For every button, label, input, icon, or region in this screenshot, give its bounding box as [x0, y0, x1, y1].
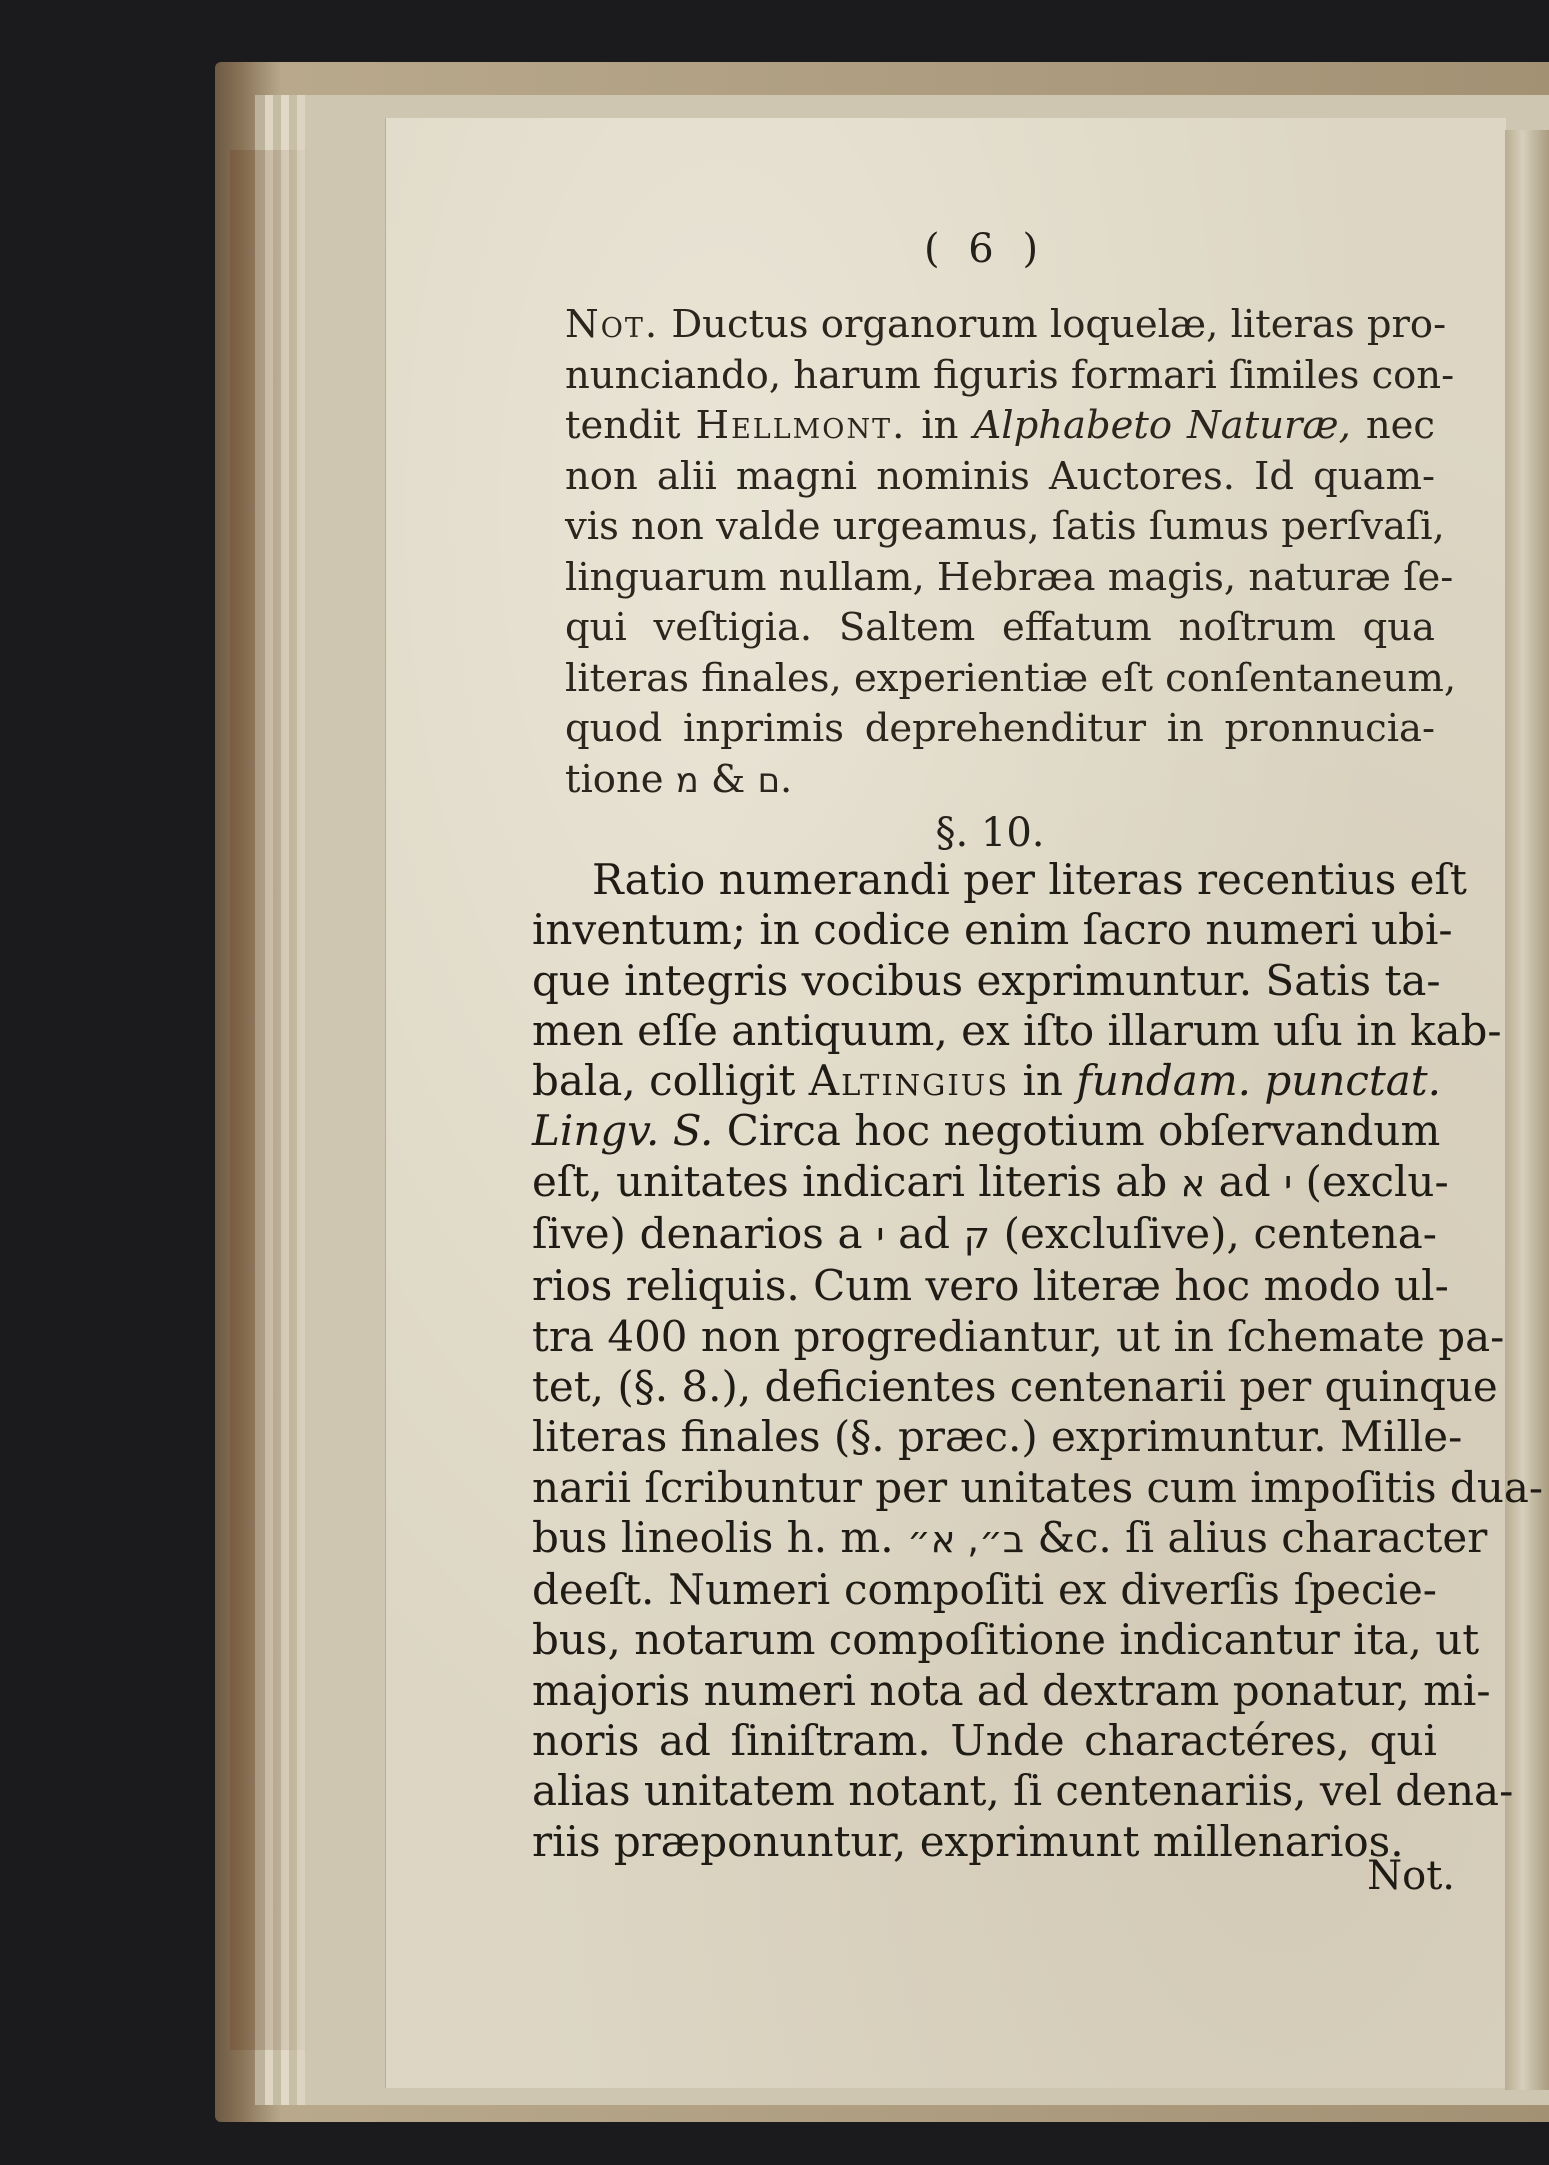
text-line: inventum; in codice enim ſacro numeri ubi- [532, 905, 1453, 955]
text-line: ſive) denarios a י ad ק (excluſive), centena- [532, 1209, 1437, 1259]
note-line: nunciando, harum figuris formari ſimiles con- [565, 352, 1455, 398]
text-line: majoris numeri nota ad dextram ponatur, mi- [532, 1665, 1491, 1715]
note-line: qui veſtigia. Saltem effatum noſtrum qua [565, 605, 1435, 650]
text-line: tra 400 non progrediantur, ut in ſchemate pa- [532, 1311, 1505, 1361]
page-stain [230, 150, 310, 2050]
note-line: Not. Ductus organorum loquelæ, literas pro- [565, 302, 1447, 347]
text-line: Lingv. S. Circa hoc negotium obſervandum [532, 1106, 1441, 1156]
text-line: eſt, unitates indicari literis ab א ad י (exclu- [532, 1156, 1449, 1206]
text-line: tet, (§. 8.), deficientes centenarii per quinque [532, 1361, 1498, 1411]
text-line: Ratio numerandi per literas recentius eſt [592, 855, 1467, 904]
note-line: non alii magni nominis Auctores. Id quam- [565, 453, 1435, 499]
note-line: tendit Hellmont. in Alphabeto Naturæ, nec [565, 403, 1435, 448]
note-line: tione ם & מ . [565, 756, 793, 802]
text-line: rios reliquis. Cum vero literæ hoc modo ul- [532, 1261, 1449, 1311]
note-line: linguarum nullam, Hebræa magis, naturæ ſe- [565, 554, 1454, 600]
main-paragraph [532, 855, 1544, 1867]
section-heading: §. 10. [935, 810, 1045, 856]
text-line: deeſt. Numeri compoſiti ex diverſis ſpecie- [532, 1565, 1437, 1615]
note-line: quod inprimis deprehenditur in pronnucia- [565, 706, 1435, 751]
text-line: narii ſcribuntur per unitates cum impoſitis dua- [532, 1462, 1544, 1512]
text-line: bus, notarum compoſitione indicantur ita, ut [532, 1615, 1480, 1665]
text-line: riis præponuntur, exprimunt millenarios. [532, 1816, 1404, 1866]
text-line: que integris vocibus exprimuntur. Satis ta- [532, 955, 1441, 1005]
catchword: Not. [1367, 1853, 1455, 1899]
note-line: literas finales, experientiæ eſt conſentaneum, [565, 655, 1457, 701]
text-line: alias unitatem notant, ſi centenariis, vel dena- [532, 1766, 1514, 1816]
text-line: noris ad ſiniſtram. Unde charactéres, qui [532, 1716, 1437, 1766]
text-line: bala, colligit Altingius in fundam. punctat. [532, 1056, 1442, 1106]
text-line: literas finales (§. præc.) exprimuntur. Mille- [532, 1412, 1463, 1462]
page-number: ( 6 ) [923, 226, 1047, 272]
note-line: vis non valde urgeamus, ſatis ſumus perſvaſi, [565, 504, 1445, 549]
text-line: men eſſe antiquum, ex iſto illarum uſu in kab- [532, 1005, 1502, 1055]
text-line: bus lineolis h. m. ב״, א״ &c. ſi alius character [532, 1512, 1488, 1562]
note-paragraph [565, 300, 1457, 806]
